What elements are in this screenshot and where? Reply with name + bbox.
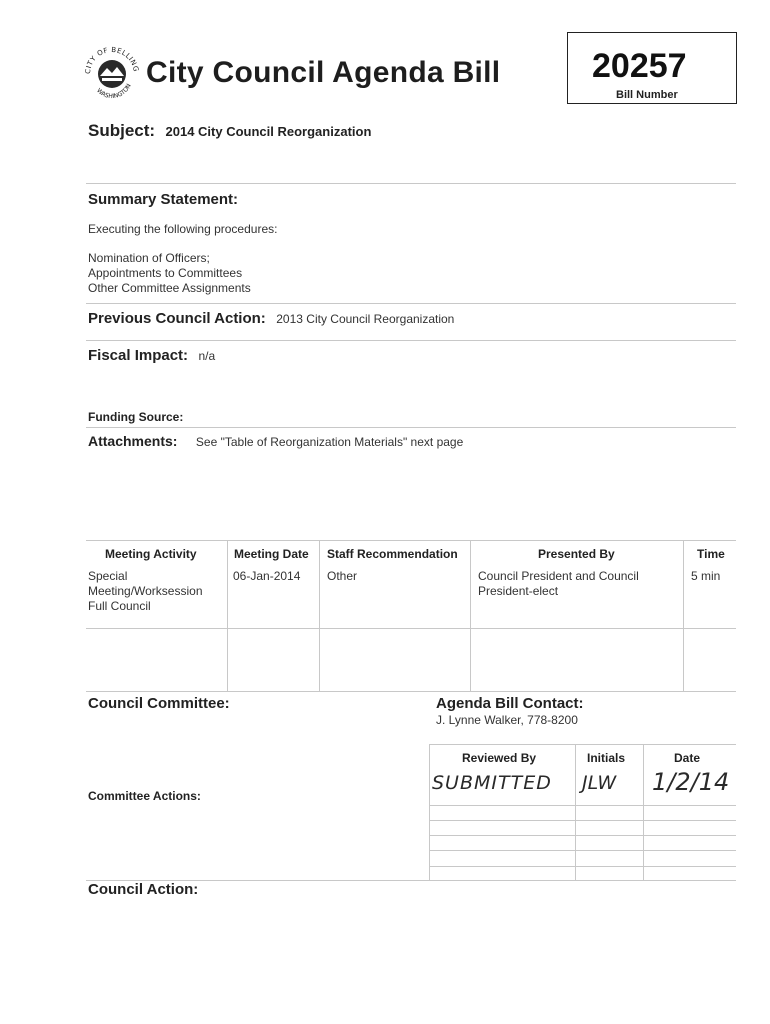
subject-label: Subject: (88, 121, 156, 140)
council-action-label: Council Action: (88, 881, 199, 898)
city-seal (80, 40, 144, 104)
bill-number-label: Bill Number (616, 89, 678, 101)
summary-item: Other Committee Assignments (88, 281, 251, 295)
page-title: City Council Agenda Bill (146, 56, 501, 89)
council-committee-label: Council Committee: (88, 695, 230, 712)
table-header: Meeting Activity (105, 547, 197, 561)
subject-value: 2014 City Council Reorganization (165, 124, 372, 139)
table-border (470, 540, 471, 691)
table-cell-activity: Special (88, 569, 128, 583)
summary-intro: Executing the following procedures: (88, 222, 278, 236)
table-border (683, 540, 684, 691)
contact-value: J. Lynne Walker, 778-8200 (436, 713, 578, 727)
table-header: Reviewed By (462, 751, 537, 765)
table-border (227, 540, 228, 691)
bill-number-box (567, 32, 737, 104)
contact-label: Agenda Bill Contact: (436, 695, 584, 712)
divider (86, 340, 736, 341)
table-cell-presented-by: President-elect (478, 584, 559, 598)
subject-row (88, 121, 371, 141)
table-border (643, 744, 644, 880)
table-header: Presented By (538, 547, 615, 561)
table-header: Date (674, 751, 701, 765)
divider (86, 303, 736, 304)
summary-item: Appointments to Committees (88, 266, 243, 280)
summary-label: Summary Statement: (88, 191, 239, 208)
summary-item: Nomination of Officers; (88, 251, 210, 265)
table-cell-date: 06-Jan-2014 (233, 569, 301, 583)
table-border (319, 540, 320, 691)
table-cell-activity: Meeting/Worksession (88, 584, 203, 598)
initials-handwriting: JLW (582, 772, 617, 794)
reviewed-by-handwriting: SUBMITTED (432, 772, 552, 794)
divider (86, 183, 736, 184)
table-header: Meeting Date (234, 547, 309, 561)
bill-number: 20257 (592, 47, 687, 85)
divider (86, 427, 736, 428)
attachments-row (88, 433, 463, 451)
table-border (429, 744, 430, 880)
table-border (86, 628, 736, 629)
svg-text:WASHINGTON: WASHINGTON (95, 82, 133, 101)
table-border (575, 744, 576, 880)
svg-text:CITY OF BELLINGHAM: CITY OF BELLING (83, 45, 140, 75)
table-border (429, 850, 736, 851)
table-border (86, 540, 736, 541)
table-border (429, 805, 736, 806)
table-header: Staff Recommendation (327, 547, 458, 561)
table-header: Time (697, 547, 725, 561)
date-handwriting: 1/2/14 (652, 768, 730, 796)
table-border (429, 744, 736, 745)
previous-action-value: 2013 City Council Reorganization (276, 312, 455, 326)
committee-actions-label: Committee Actions: (88, 789, 201, 803)
fiscal-label: Fiscal Impact: (88, 347, 189, 364)
table-cell-presented-by: Council President and Council (478, 569, 639, 583)
table-cell-time: 5 min (691, 569, 721, 583)
previous-action-label: Previous Council Action: (88, 310, 266, 327)
table-border (429, 835, 736, 836)
attachments-value: See "Table of Reorganization Materials" next page (195, 435, 464, 449)
attachments-label: Attachments: (88, 433, 178, 449)
table-cell-activity: Full Council (88, 599, 151, 613)
table-header: Initials (587, 751, 626, 765)
table-border (86, 691, 736, 692)
fiscal-value: n/a (198, 349, 216, 363)
fiscal-row (88, 347, 215, 365)
table-border (429, 820, 736, 821)
funding-label: Funding Source: (88, 410, 184, 424)
table-border (429, 866, 736, 867)
table-cell-recommendation: Other (327, 569, 358, 583)
previous-action-row (88, 310, 454, 328)
